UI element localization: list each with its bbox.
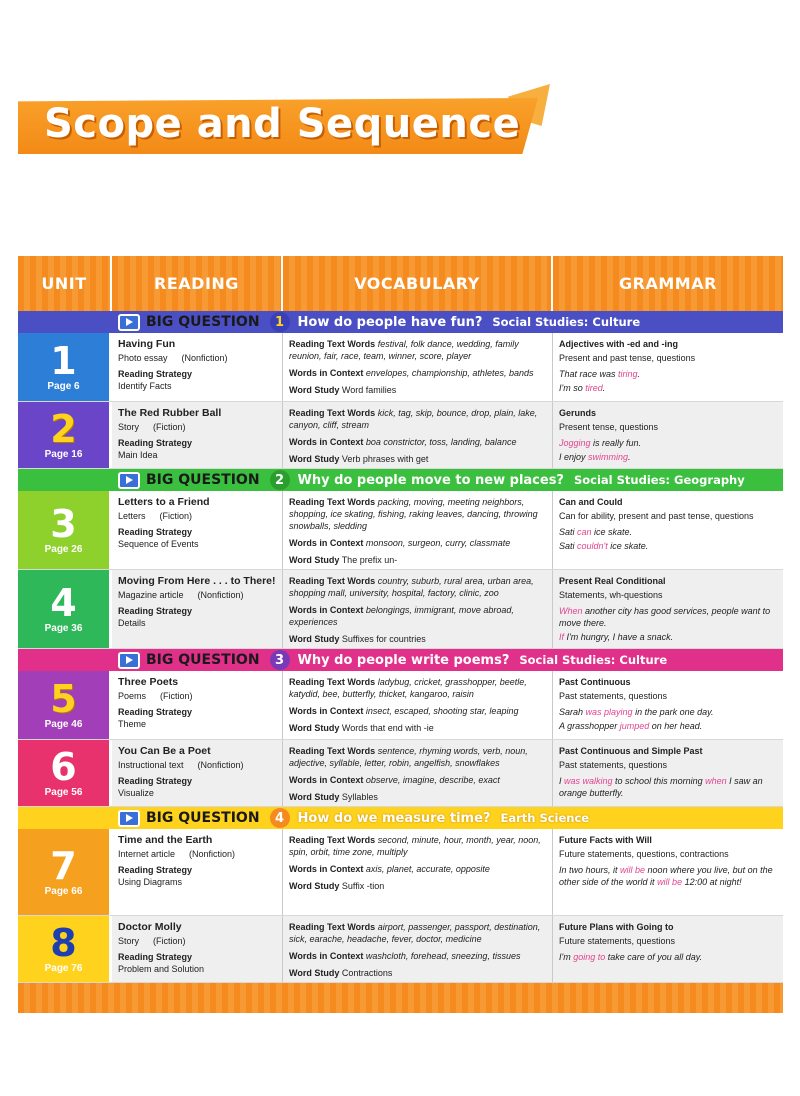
vocabulary-words: axis, planet, accurate, opposite bbox=[365, 864, 490, 874]
vocabulary-label: Reading Text Words bbox=[289, 746, 376, 756]
grammar-heading: Adjectives with -ed and -ing bbox=[559, 339, 679, 349]
grammar-highlight: was walking bbox=[564, 776, 613, 786]
grammar-cell bbox=[553, 740, 783, 806]
big-question-text: BIG QUESTION bbox=[146, 314, 260, 330]
big-question: Why do people write poems? bbox=[297, 652, 510, 668]
big-question: How do people have fun? bbox=[297, 314, 483, 330]
reading-strategy: Identify Facts bbox=[118, 381, 172, 391]
vocabulary-label: Reading Text Words bbox=[289, 677, 376, 687]
grammar-description: Past statements, questions bbox=[559, 760, 668, 770]
reading-genre-type: (Fiction) bbox=[159, 511, 193, 521]
reading-strategy: Sequence of Events bbox=[118, 539, 199, 549]
grammar-example bbox=[559, 437, 777, 449]
reading-genre: Poems (Fiction) bbox=[118, 691, 193, 701]
unit-cell bbox=[18, 491, 112, 569]
grammar-example-text: Sarah bbox=[559, 707, 586, 717]
reading-strategy-label: Reading Strategy bbox=[118, 438, 193, 448]
vocabulary-label: Word Study bbox=[289, 634, 340, 644]
reading-title: Having Fun bbox=[118, 338, 176, 350]
vocabulary-words: sentence, rhyming words, verb, noun, adjective, syllable, letter, robin, angelfish, snowflakes bbox=[289, 746, 528, 768]
grammar-example-text: I'm so bbox=[559, 383, 586, 393]
grammar-highlight: when bbox=[705, 776, 727, 786]
grammar-example-text: I'm bbox=[559, 952, 574, 962]
big-question: How do we measure time? bbox=[297, 810, 491, 826]
vocabulary-line bbox=[289, 384, 546, 396]
unit-number: 5 bbox=[50, 677, 77, 721]
scope-sequence-table bbox=[18, 256, 783, 1013]
vocabulary-words: Word families bbox=[341, 385, 397, 395]
grammar-heading: Past Continuous bbox=[559, 677, 631, 687]
reading-genre: Instructional text (Nonfiction) bbox=[118, 760, 244, 770]
unit-page: Page 36 bbox=[44, 623, 83, 634]
reading-title: Three Poets bbox=[118, 676, 179, 688]
table-row bbox=[18, 916, 783, 983]
reading-genre-type: (Nonfiction) bbox=[189, 849, 236, 859]
unit-number: 3 bbox=[50, 502, 77, 546]
unit-page: Page 6 bbox=[47, 381, 80, 392]
vocabulary-label: Words in Context bbox=[289, 437, 364, 447]
grammar-cell bbox=[553, 491, 783, 569]
grammar-example bbox=[559, 451, 777, 463]
vocabulary-words: ladybug, cricket, grasshopper, beetle, katydid, bee, butterfly, thicket, kangaroo, raisin bbox=[289, 677, 527, 699]
vocabulary-words: Verb phrases with get bbox=[341, 454, 429, 464]
header-vocabulary: VOCABULARY bbox=[283, 256, 553, 311]
grammar-highlight: tired bbox=[585, 383, 603, 393]
vocabulary-line bbox=[289, 407, 546, 431]
grammar-heading: Past Continuous and Simple Past bbox=[559, 746, 703, 756]
vocabulary-line bbox=[289, 338, 546, 362]
grammar-example-text: on her head. bbox=[649, 721, 703, 731]
vocabulary-label: Word Study bbox=[289, 968, 340, 978]
vocabulary-label: Reading Text Words bbox=[289, 576, 376, 586]
unit-cell bbox=[18, 916, 112, 982]
unit-cell bbox=[18, 402, 112, 468]
vocabulary-line bbox=[289, 496, 546, 532]
big-question-number: 4 bbox=[270, 808, 290, 828]
reading-title: Doctor Molly bbox=[118, 921, 182, 933]
grammar-heading: Gerunds bbox=[559, 408, 597, 418]
table-row bbox=[18, 333, 783, 402]
vocabulary-label: Word Study bbox=[289, 385, 340, 395]
big-question-label bbox=[118, 312, 640, 332]
grammar-highlight: will be bbox=[657, 877, 683, 887]
grammar-example-text: take care of you all day. bbox=[605, 952, 703, 962]
vocabulary-words: Contractions bbox=[341, 968, 393, 978]
table-row bbox=[18, 402, 783, 469]
vocabulary-words: The prefix un- bbox=[341, 555, 398, 565]
grammar-example-text: I enjoy bbox=[559, 452, 589, 462]
vocabulary-words: country, suburb, rural area, urban area, shopping mall, university, hospital, factory, clinic, zoo bbox=[289, 576, 534, 598]
reading-strategy-label: Reading Strategy bbox=[118, 606, 193, 616]
reading-title: Time and the Earth bbox=[118, 834, 213, 846]
play-video-icon[interactable] bbox=[118, 810, 140, 827]
unit-number: 6 bbox=[50, 745, 77, 789]
vocabulary-cell bbox=[283, 333, 553, 401]
reading-cell bbox=[112, 333, 283, 401]
reading-genre: Story (Fiction) bbox=[118, 422, 186, 432]
grammar-highlight: can bbox=[577, 527, 592, 537]
vocabulary-line bbox=[289, 604, 546, 628]
vocabulary-label: Reading Text Words bbox=[289, 497, 376, 507]
reading-cell bbox=[112, 829, 283, 915]
grammar-cell bbox=[553, 916, 783, 982]
grammar-highlight: tiring bbox=[618, 369, 638, 379]
vocabulary-label: Word Study bbox=[289, 555, 340, 565]
vocabulary-label: Words in Context bbox=[289, 538, 364, 548]
vocabulary-line bbox=[289, 745, 546, 769]
vocabulary-words: festival, folk dance, wedding, family reunion, fair, race, team, winner, score, player bbox=[289, 339, 519, 361]
vocabulary-cell bbox=[283, 740, 553, 806]
grammar-highlight: couldn't bbox=[577, 541, 608, 551]
reading-genre-type: (Fiction) bbox=[160, 691, 193, 701]
reading-cell bbox=[112, 402, 283, 468]
big-question-number: 3 bbox=[270, 650, 290, 670]
table-body bbox=[18, 311, 783, 983]
grammar-highlight: will be bbox=[620, 865, 646, 875]
grammar-example bbox=[559, 540, 777, 552]
reading-genre: Internet article (Nonfiction) bbox=[118, 849, 236, 859]
unit-number: 2 bbox=[50, 407, 77, 451]
page-title: Scope and Sequence bbox=[44, 101, 521, 147]
big-question: Why do people move to new places? bbox=[297, 472, 564, 488]
reading-cell bbox=[112, 671, 283, 739]
reading-strategy-label: Reading Strategy bbox=[118, 776, 193, 786]
grammar-example bbox=[559, 720, 777, 732]
grammar-example-text: Sati bbox=[559, 541, 578, 551]
unit-page: Page 66 bbox=[44, 886, 83, 897]
reading-genre: Photo essay (Nonfiction) bbox=[118, 353, 228, 363]
grammar-cell bbox=[553, 402, 783, 468]
grammar-example-text: to school this morning bbox=[612, 776, 706, 786]
header-grammar: GRAMMAR bbox=[553, 256, 783, 311]
reading-strategy: Using Diagrams bbox=[118, 877, 183, 887]
big-question-band bbox=[18, 807, 783, 829]
reading-genre: Story (Fiction) bbox=[118, 936, 186, 946]
grammar-highlight: going to bbox=[573, 952, 606, 962]
grammar-example-text: is really fun. bbox=[590, 438, 642, 448]
vocabulary-cell bbox=[283, 402, 553, 468]
header-reading: READING bbox=[112, 256, 283, 311]
vocabulary-label: Words in Context bbox=[289, 706, 364, 716]
grammar-example bbox=[559, 706, 777, 718]
vocabulary-words: second, minute, hour, month, year, noon, spin, orbit, time zone, multiply bbox=[289, 835, 541, 857]
unit-page: Page 76 bbox=[44, 963, 83, 974]
big-question-label bbox=[118, 650, 667, 670]
unit-page: Page 56 bbox=[44, 787, 83, 798]
grammar-heading: Can and Could bbox=[559, 497, 623, 507]
vocabulary-line bbox=[289, 774, 546, 786]
unit-cell bbox=[18, 570, 112, 648]
big-question-band bbox=[18, 649, 783, 671]
grammar-example bbox=[559, 526, 777, 538]
grammar-cell bbox=[553, 570, 783, 648]
big-question-text: BIG QUESTION bbox=[146, 472, 260, 488]
reading-genre: Letters (Fiction) bbox=[118, 511, 193, 521]
grammar-description: Statements, wh-questions bbox=[559, 590, 663, 600]
vocabulary-words: airport, passenger, passport, destination, sick, earache, headache, fever, doctor, medicine bbox=[289, 922, 541, 944]
vocabulary-words: monsoon, surgeon, curry, classmate bbox=[365, 538, 511, 548]
vocabulary-label: Word Study bbox=[289, 881, 340, 891]
grammar-example-text: in the park one day. bbox=[632, 707, 714, 717]
vocabulary-words: Syllables bbox=[341, 792, 378, 802]
grammar-cell bbox=[553, 333, 783, 401]
vocabulary-words: Suffix -tion bbox=[341, 881, 385, 891]
vocabulary-label: Reading Text Words bbox=[289, 339, 376, 349]
reading-genre-type: (Nonfiction) bbox=[197, 760, 244, 770]
vocabulary-words: Words that end with -ie bbox=[341, 723, 434, 733]
vocabulary-line bbox=[289, 921, 546, 945]
unit-cell bbox=[18, 671, 112, 739]
vocabulary-label: Word Study bbox=[289, 723, 340, 733]
grammar-highlight: When bbox=[559, 606, 583, 616]
reading-strategy-label: Reading Strategy bbox=[118, 865, 193, 875]
vocabulary-words: packing, moving, meeting neighbors, shopping, ice skating, fishing, raking leaves, dancing, throwing snowballs, sledding bbox=[289, 497, 538, 531]
big-question-number: 1 bbox=[270, 312, 290, 332]
big-question-subject: Earth Science bbox=[500, 811, 590, 825]
big-question-band bbox=[18, 311, 783, 333]
grammar-example-text: I saw an orange butterfly. bbox=[559, 776, 763, 798]
vocabulary-label: Words in Context bbox=[289, 951, 364, 961]
big-question-label bbox=[118, 470, 745, 490]
header-unit: UNIT bbox=[18, 256, 112, 311]
grammar-example-text: In two hours, it bbox=[559, 865, 621, 875]
reading-strategy: Details bbox=[118, 618, 146, 628]
big-question-band bbox=[18, 469, 783, 491]
reading-genre-type: (Fiction) bbox=[153, 936, 186, 946]
reading-genre: Magazine article (Nonfiction) bbox=[118, 590, 244, 600]
vocabulary-line bbox=[289, 722, 546, 734]
table-row bbox=[18, 570, 783, 649]
reading-cell bbox=[112, 916, 283, 982]
vocabulary-cell bbox=[283, 916, 553, 982]
reading-cell bbox=[112, 740, 283, 806]
vocabulary-line bbox=[289, 705, 546, 717]
grammar-highlight: Jogging bbox=[559, 438, 591, 448]
vocabulary-cell bbox=[283, 829, 553, 915]
unit-number: 1 bbox=[50, 339, 77, 383]
vocabulary-words: belongings, immigrant, move abroad, experiences bbox=[289, 605, 514, 627]
vocabulary-line bbox=[289, 791, 546, 803]
vocabulary-cell bbox=[283, 570, 553, 648]
grammar-highlight: If bbox=[559, 632, 565, 642]
table-row bbox=[18, 671, 783, 740]
vocabulary-line bbox=[289, 554, 546, 566]
vocabulary-line bbox=[289, 880, 546, 892]
unit-cell bbox=[18, 829, 112, 915]
grammar-example-text: ice skate. bbox=[591, 527, 633, 537]
grammar-highlight: swimming bbox=[588, 452, 629, 462]
reading-genre-type: (Fiction) bbox=[153, 422, 186, 432]
reading-title: The Red Rubber Ball bbox=[118, 407, 222, 419]
vocabulary-label: Words in Context bbox=[289, 864, 364, 874]
reading-strategy-label: Reading Strategy bbox=[118, 369, 193, 379]
grammar-description: Present and past tense, questions bbox=[559, 353, 696, 363]
reading-title: Letters to a Friend bbox=[118, 496, 210, 508]
vocabulary-line bbox=[289, 367, 546, 379]
vocabulary-words: Suffixes for countries bbox=[341, 634, 426, 644]
reading-strategy: Main Idea bbox=[118, 450, 158, 460]
grammar-heading: Present Real Conditional bbox=[559, 576, 666, 586]
reading-cell bbox=[112, 491, 283, 569]
unit-page: Page 26 bbox=[44, 544, 83, 555]
unit-page: Page 46 bbox=[44, 719, 83, 730]
vocabulary-line bbox=[289, 967, 546, 979]
grammar-example-text: noon where you live, but on the other side of the world it bbox=[559, 865, 773, 887]
vocabulary-words: boa constrictor, toss, landing, balance bbox=[365, 437, 517, 447]
vocabulary-line bbox=[289, 950, 546, 962]
big-question-subject: Social Studies: Culture bbox=[492, 315, 641, 329]
vocabulary-label: Word Study bbox=[289, 792, 340, 802]
grammar-example-text: I'm hungry, I have a snack. bbox=[564, 632, 674, 642]
grammar-description: Can for ability, present and past tense, questions bbox=[559, 511, 754, 521]
grammar-highlight: jumped bbox=[619, 721, 650, 731]
reading-title: You Can Be a Poet bbox=[118, 745, 211, 757]
table-footer-bar bbox=[18, 983, 783, 1013]
reading-strategy: Problem and Solution bbox=[118, 964, 205, 974]
vocabulary-label: Words in Context bbox=[289, 605, 364, 615]
unit-number: 7 bbox=[50, 844, 77, 888]
grammar-highlight: was playing bbox=[585, 707, 633, 717]
grammar-example bbox=[559, 775, 777, 799]
unit-number: 4 bbox=[50, 581, 77, 625]
reading-cell bbox=[112, 570, 283, 648]
vocabulary-words: kick, tag, skip, bounce, drop, plain, lake, canyon, cliff, stream bbox=[289, 408, 538, 430]
grammar-example bbox=[559, 951, 777, 963]
table-row bbox=[18, 829, 783, 916]
grammar-example-text: . bbox=[628, 452, 631, 462]
table-header bbox=[18, 256, 783, 311]
table-row bbox=[18, 740, 783, 807]
vocabulary-words: insect, escaped, shooting star, leaping bbox=[365, 706, 519, 716]
big-question-text: BIG QUESTION bbox=[146, 810, 260, 826]
big-question-text: BIG QUESTION bbox=[146, 652, 260, 668]
vocabulary-words: envelopes, championship, athletes, bands bbox=[365, 368, 534, 378]
grammar-example bbox=[559, 631, 777, 643]
reading-strategy: Theme bbox=[118, 719, 147, 729]
unit-cell bbox=[18, 333, 112, 401]
grammar-description: Past statements, questions bbox=[559, 691, 668, 701]
grammar-heading: Future Facts with Will bbox=[559, 835, 652, 845]
grammar-cell bbox=[553, 671, 783, 739]
reading-genre-type: (Nonfiction) bbox=[181, 353, 228, 363]
reading-strategy: Visualize bbox=[118, 788, 154, 798]
vocabulary-line bbox=[289, 863, 546, 875]
reading-strategy-label: Reading Strategy bbox=[118, 527, 193, 537]
big-question-label bbox=[118, 808, 589, 828]
reading-title: Moving From Here . . . to There! bbox=[118, 575, 276, 587]
grammar-example bbox=[559, 605, 777, 629]
vocabulary-label: Words in Context bbox=[289, 775, 364, 785]
vocabulary-label: Reading Text Words bbox=[289, 408, 376, 418]
table-row bbox=[18, 491, 783, 570]
reading-genre-type: (Nonfiction) bbox=[197, 590, 244, 600]
vocabulary-line bbox=[289, 453, 546, 465]
grammar-heading: Future Plans with Going to bbox=[559, 922, 674, 932]
grammar-example-text: I bbox=[559, 776, 565, 786]
vocabulary-label: Reading Text Words bbox=[289, 835, 376, 845]
reading-strategy-label: Reading Strategy bbox=[118, 707, 193, 717]
vocabulary-label: Reading Text Words bbox=[289, 922, 376, 932]
vocabulary-line bbox=[289, 633, 546, 645]
grammar-description: Present tense, questions bbox=[559, 422, 659, 432]
vocabulary-cell bbox=[283, 491, 553, 569]
big-question-subject: Social Studies: Culture bbox=[519, 653, 668, 667]
grammar-example bbox=[559, 382, 777, 394]
vocabulary-cell bbox=[283, 671, 553, 739]
play-video-icon[interactable] bbox=[118, 472, 140, 489]
vocabulary-words: observe, imagine, describe, exact bbox=[365, 775, 500, 785]
grammar-example-text: ice skate. bbox=[607, 541, 649, 551]
play-video-icon[interactable] bbox=[118, 652, 140, 669]
unit-page: Page 16 bbox=[44, 449, 83, 460]
grammar-example-text: That race was bbox=[559, 369, 619, 379]
grammar-example-text: A grasshopper bbox=[559, 721, 620, 731]
grammar-example-text: another city has good services, people want to move there. bbox=[559, 606, 771, 628]
vocabulary-words: washcloth, forehead, sneezing, tissues bbox=[365, 951, 521, 961]
reading-strategy-label: Reading Strategy bbox=[118, 952, 193, 962]
grammar-description: Future statements, questions bbox=[559, 936, 676, 946]
grammar-cell bbox=[553, 829, 783, 915]
vocabulary-line bbox=[289, 575, 546, 599]
play-video-icon[interactable] bbox=[118, 314, 140, 331]
grammar-example-text: . bbox=[637, 369, 641, 379]
grammar-example-text: . bbox=[602, 383, 606, 393]
grammar-example-text: 12:00 at night! bbox=[682, 877, 742, 887]
unit-number: 8 bbox=[50, 921, 77, 965]
vocabulary-line bbox=[289, 537, 546, 549]
grammar-example bbox=[559, 368, 777, 380]
vocabulary-label: Words in Context bbox=[289, 368, 364, 378]
big-question-subject: Social Studies: Geography bbox=[573, 473, 745, 487]
grammar-example-text: Sati bbox=[559, 527, 578, 537]
vocabulary-label: Word Study bbox=[289, 454, 340, 464]
unit-cell bbox=[18, 740, 112, 806]
vocabulary-line bbox=[289, 676, 546, 700]
grammar-description: Future statements, questions, contractions bbox=[559, 849, 729, 859]
vocabulary-line bbox=[289, 834, 546, 858]
grammar-example bbox=[559, 864, 777, 888]
vocabulary-line bbox=[289, 436, 546, 448]
big-question-number: 2 bbox=[270, 470, 290, 490]
